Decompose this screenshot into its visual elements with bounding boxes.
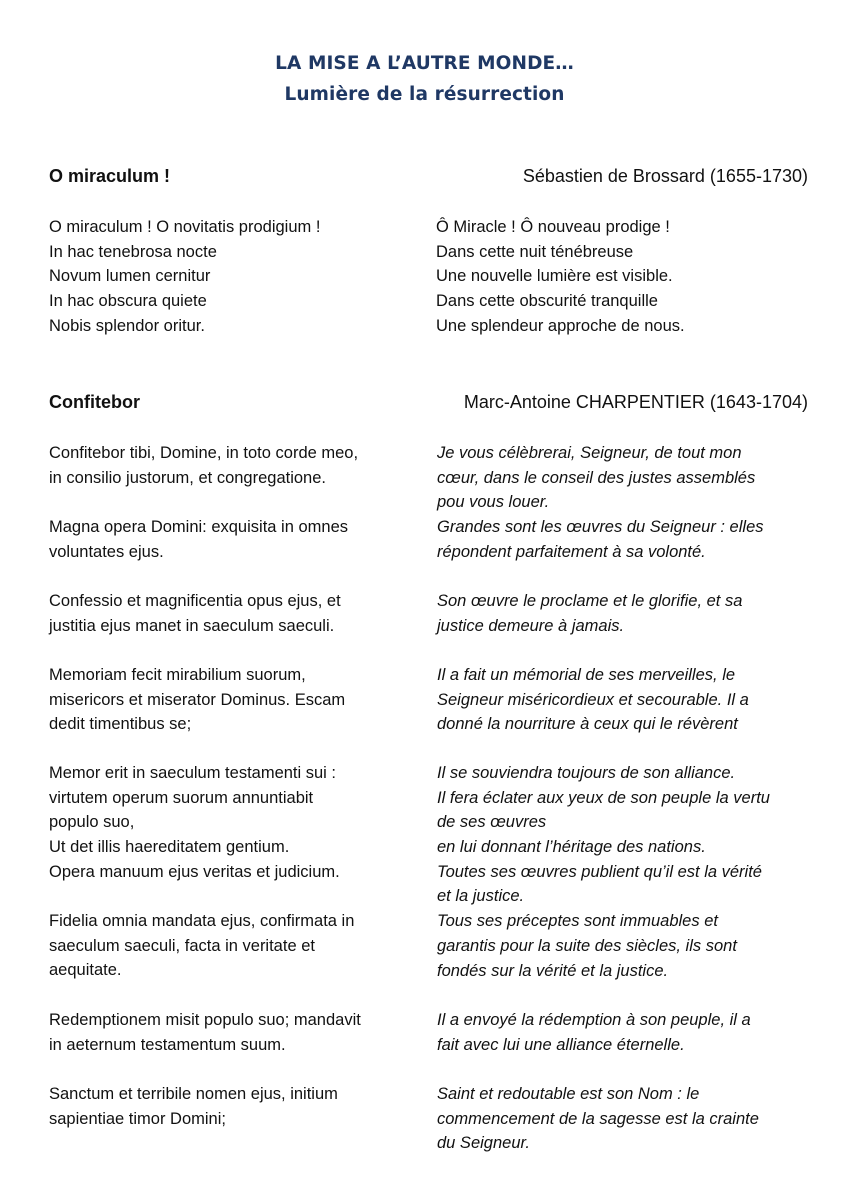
text-line: aequitate.: [49, 961, 122, 980]
text-line: Saint et redoutable est son Nom : le: [437, 1085, 700, 1103]
text-line: Magna opera Domini: exquisita in omnes: [49, 518, 348, 536]
text-line: Confessio et magnificentia opus ejus, et: [49, 592, 341, 610]
section-heading-confitebor: [49, 392, 808, 416]
latin-text-confitebor: [49, 441, 409, 490]
text-line: du Seigneur.: [437, 1134, 530, 1153]
text-line: Novum lumen cernitur: [49, 267, 211, 286]
text-line: de ses œuvres: [437, 813, 547, 832]
french-text-confitebor: [437, 761, 812, 983]
text-line: Ô Miracle ! Ô nouveau prodige !: [436, 218, 670, 236]
text-line: Une nouvelle lumière est visible.: [436, 267, 673, 286]
text-line: en lui donnant l’héritage des nations.: [437, 838, 706, 857]
latin-text-confitebor: [49, 589, 409, 638]
latin-text-o-miraculum: [49, 215, 409, 338]
page-subtitle: Lumière de la résurrection: [284, 84, 565, 105]
text-line: Confitebor tibi, Domine, in toto corde meo,: [49, 444, 359, 462]
text-line: Dans cette obscurité tranquille: [436, 292, 658, 311]
text-line: cœur, dans le conseil des justes assemblés: [437, 468, 756, 487]
text-line: saeculum saeculi, facta in veritate et: [49, 936, 315, 955]
piece-title: Confitebor: [49, 392, 140, 412]
french-text-confitebor: [437, 1008, 812, 1057]
composer-name: Marc-Antoine CHARPENTIER (1643-1704): [463, 392, 808, 412]
text-line: Dans cette nuit ténébreuse: [436, 242, 634, 261]
text-line: voluntates ejus.: [49, 542, 164, 561]
text-line: in consilio justorum, et congregatione.: [49, 468, 326, 487]
text-line: fait avec lui une alliance éternelle.: [437, 1035, 685, 1054]
text-line: Nobis splendor oritur.: [49, 316, 205, 335]
text-line: in aeternum testamentum suum.: [49, 1035, 286, 1054]
text-line: misericors et miserator Dominus. Escam: [49, 690, 346, 709]
text-line: Memoriam fecit mirabilium suorum,: [49, 666, 306, 684]
latin-text-confitebor: [49, 1082, 409, 1131]
french-text-confitebor: [437, 589, 812, 638]
text-line: Grandes sont les œuvres du Seigneur : elles: [437, 518, 764, 537]
french-text-confitebor: [437, 441, 812, 564]
text-line: Il se souviendra toujours de son alliance.: [437, 764, 736, 782]
text-line: In hac obscura quiete: [49, 292, 207, 311]
text-line: Sanctum et terribile nomen ejus, initium: [49, 1085, 338, 1103]
text-line: Ut det illis haereditatem gentium.: [49, 838, 290, 857]
text-line: Une splendeur approche de nous.: [436, 316, 685, 335]
text-line: Je vous célèbrerai, Seigneur, de tout mon: [437, 444, 742, 462]
text-line: dedit timentibus se;: [49, 715, 192, 734]
french-text-confitebor: [437, 663, 812, 737]
text-line: virtutem operum suorum annuntiabit: [49, 788, 314, 807]
text-line: Opera manuum ejus veritas et judicium.: [49, 862, 340, 881]
text-line: sapientiae timor Domini;: [49, 1109, 226, 1128]
french-text-confitebor: [437, 1082, 812, 1156]
latin-text-confitebor: [49, 909, 409, 983]
text-line: Il a envoyé la rédemption à son peuple, il a: [437, 1011, 751, 1029]
page-header: [0, 48, 849, 110]
french-text-o-miraculum: [436, 215, 811, 338]
text-line: Son œuvre le proclame et le glorifie, et sa: [437, 592, 743, 610]
text-line: garantis pour la suite des siècles, ils sont: [437, 936, 737, 955]
text-line: Seigneur miséricordieux et secourable. Il a: [437, 690, 749, 709]
text-line: Il a fait un mémorial de ses merveilles, le: [437, 666, 736, 684]
text-line: justitia ejus manet in saeculum saeculi.: [49, 616, 335, 635]
text-line: Toutes ses œuvres publient qu’il est la vérité: [437, 862, 762, 881]
latin-text-confitebor: [49, 1008, 409, 1057]
text-line: Memor erit in saeculum testamenti sui :: [49, 764, 337, 782]
text-line: répondent parfaitement à sa volonté.: [437, 542, 706, 561]
text-line: Tous ses préceptes sont immuables et: [437, 912, 718, 931]
latin-text-confitebor: [49, 515, 409, 564]
page-title: LA MISE A L’AUTRE MONDE…: [275, 53, 574, 74]
section-heading-o-miraculum: [49, 166, 808, 190]
text-line: commencement de la sagesse est la crainte: [437, 1109, 759, 1128]
text-line: pou vous louer.: [437, 493, 550, 512]
text-line: Fidelia omnia mandata ejus, confirmata in: [49, 912, 355, 930]
piece-title: O miraculum !: [49, 166, 171, 186]
text-line: Redemptionem misit populo suo; mandavit: [49, 1011, 361, 1029]
composer-name: Sébastien de Brossard (1655-1730): [522, 166, 808, 186]
verse-paragraph: [49, 441, 409, 490]
text-line: donné la nourriture à ceux qui le révèrent: [437, 715, 738, 734]
text-line: et la justice.: [437, 887, 525, 906]
text-line: fondés sur la vérité et la justice.: [437, 961, 669, 980]
text-line: Il fera éclater aux yeux de son peuple la vertu: [437, 788, 770, 807]
text-line: justice demeure à jamais.: [437, 616, 625, 635]
text-line: In hac tenebrosa nocte: [49, 242, 217, 261]
latin-text-confitebor: [49, 663, 409, 737]
text-line: O miraculum ! O novitatis prodigium !: [49, 218, 321, 236]
latin-text-confitebor: [49, 761, 409, 884]
text-line: populo suo,: [49, 813, 135, 832]
